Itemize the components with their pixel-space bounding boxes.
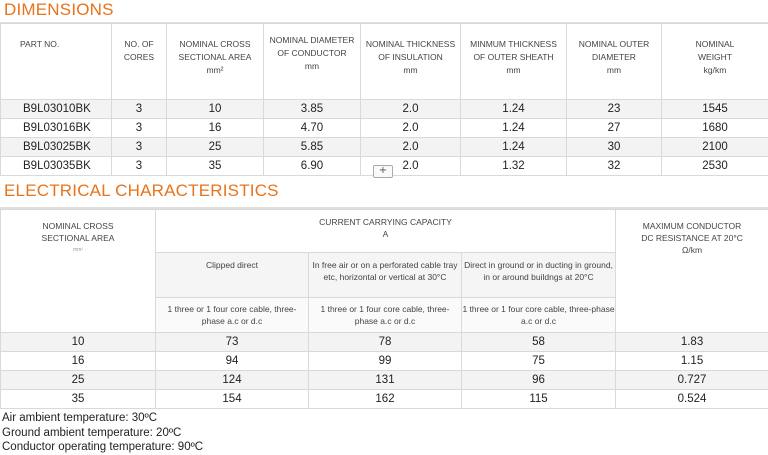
- cell: 4.70: [264, 119, 361, 138]
- cell: 3: [112, 100, 167, 119]
- header-text: NOMINAL OUTER: [579, 39, 650, 49]
- cell: 25: [167, 138, 264, 157]
- note-ground-temp: Ground ambient temperature: 20ºC: [2, 426, 203, 441]
- cell: 0.524: [616, 390, 768, 409]
- cell: 94: [156, 352, 309, 371]
- config: 1 three or 1 four core cable, three-phase a.c or d.c: [156, 298, 309, 333]
- cell: 1.24: [461, 119, 567, 138]
- header-unit: Ω/km: [682, 245, 702, 255]
- cell: 2.0: [361, 138, 461, 157]
- header-text: NOMINAL THICKNESS: [366, 39, 455, 49]
- cell: 2100: [662, 138, 768, 157]
- notes: [2, 411, 203, 455]
- cell: 1545: [662, 100, 768, 119]
- header-unit: mm: [403, 65, 417, 75]
- cell: 6.90: [264, 157, 361, 176]
- table-row: [1, 333, 768, 352]
- header-text: CURRENT CARRYING CAPACITY: [319, 217, 452, 227]
- header-text: OF INSULATION: [378, 52, 443, 62]
- cell: 99: [309, 352, 462, 371]
- config: 1 three or 1 four core cable, three-phase a.c or d.c: [309, 298, 462, 333]
- part-number: B9L03035BK: [1, 157, 112, 176]
- header-unit: mm²: [207, 65, 224, 75]
- table-row: [1, 119, 768, 138]
- cell: 30: [567, 138, 662, 157]
- cell: 3: [112, 157, 167, 176]
- cell: 16: [167, 119, 264, 138]
- dimensions-table: [0, 23, 768, 176]
- cell: 2.0: [361, 100, 461, 119]
- header-text: NOMINAL: [696, 39, 735, 49]
- header-unit: mm²: [1, 244, 155, 256]
- header-text: MAXIMUM CONDUCTOR: [643, 221, 742, 231]
- method-free-air: In free air or on a perforated cable tray etc, horizontal or vertical at 30°C: [309, 253, 462, 298]
- cell: 3: [112, 138, 167, 157]
- cell: 25: [1, 371, 156, 390]
- header-outer-diameter: [567, 24, 662, 100]
- expand-button[interactable]: +: [373, 165, 393, 178]
- table-row: [1, 138, 768, 157]
- dimensions-title: DIMENSIONS: [4, 0, 114, 20]
- cell: 3: [112, 119, 167, 138]
- config: 1 three or 1 four core cable, three-phase a.c or d.c: [462, 298, 616, 333]
- header-text: CORES: [124, 52, 154, 62]
- cell: 0.727: [616, 371, 768, 390]
- header-unit: mm: [607, 65, 621, 75]
- header-insulation: [361, 24, 461, 100]
- cell: 58: [462, 333, 616, 352]
- cell: 1.24: [461, 100, 567, 119]
- cell: 2530: [662, 157, 768, 176]
- cell: 23: [567, 100, 662, 119]
- header-weight: [662, 24, 768, 100]
- header-text: NOMINAL CROSS: [179, 39, 250, 49]
- part-number: B9L03010BK: [1, 100, 112, 119]
- cell: 10: [167, 100, 264, 119]
- header-cross-section: [167, 24, 264, 100]
- cell: 124: [156, 371, 309, 390]
- header-text: PART NO.: [20, 39, 59, 49]
- cell: 1.24: [461, 138, 567, 157]
- header-text: NOMINAL DIAMETER: [270, 35, 355, 45]
- cell: 5.85: [264, 138, 361, 157]
- header-current-capacity: [156, 210, 616, 253]
- header-text: MINMUM THICKNESS: [470, 39, 557, 49]
- cell: 73: [156, 333, 309, 352]
- header-unit: mm: [305, 61, 319, 71]
- header-text: OF OUTER SHEATH: [473, 52, 553, 62]
- note-conductor-temp: Conductor operating temperature: 90ºC: [2, 440, 203, 455]
- cell: 131: [309, 371, 462, 390]
- header-resistance: [616, 210, 768, 333]
- part-number: B9L03025BK: [1, 138, 112, 157]
- table-header-row: [1, 24, 768, 100]
- header-text: SECTIONAL AREA: [179, 52, 252, 62]
- cell: 3.85: [264, 100, 361, 119]
- note-air-temp: Air ambient temperature: 30ºC: [2, 411, 203, 426]
- method-ground: Direct in ground or in ducting in ground, in or around buildngs at 20°C: [462, 253, 616, 298]
- header-unit: A: [383, 229, 389, 239]
- cell: 32: [567, 157, 662, 176]
- electrical-table: [0, 209, 768, 409]
- header-unit: mm: [506, 65, 520, 75]
- cell: 2.0: [361, 119, 461, 138]
- header-text: OF CONDUCTOR: [277, 48, 346, 58]
- header-text: NO. OF: [124, 39, 153, 49]
- header-text: SECTIONAL AREA: [42, 233, 115, 243]
- cell: 35: [167, 157, 264, 176]
- part-number: B9L03016BK: [1, 119, 112, 138]
- cell: 1.83: [616, 333, 768, 352]
- header-text: DIAMETER: [592, 52, 636, 62]
- cell: 96: [462, 371, 616, 390]
- table-row: [1, 371, 768, 390]
- header-part-no: [1, 24, 112, 100]
- table-header-row: [1, 210, 768, 253]
- cell: 154: [156, 390, 309, 409]
- cell: 35: [1, 390, 156, 409]
- electrical-title: ELECTRICAL CHARACTERISTICS: [4, 181, 279, 201]
- header-cores: [112, 24, 167, 100]
- cell: 1.32: [461, 157, 567, 176]
- cell: 115: [462, 390, 616, 409]
- header-text: NOMINAL CROSS: [42, 221, 113, 231]
- header-sheath: [461, 24, 567, 100]
- header-text: DC RESISTANCE AT 20°C: [641, 233, 743, 243]
- cell: 2.0: [361, 157, 461, 176]
- cell: 78: [309, 333, 462, 352]
- table-row: [1, 100, 768, 119]
- cell: 16: [1, 352, 156, 371]
- table-row: [1, 352, 768, 371]
- table-row: [1, 390, 768, 409]
- header-conductor-diameter: [264, 24, 361, 100]
- header-text: WEIGHT: [698, 52, 732, 62]
- header-cross-section: [1, 210, 156, 333]
- cell: 27: [567, 119, 662, 138]
- cell: 162: [309, 390, 462, 409]
- cell: 75: [462, 352, 616, 371]
- cell: 10: [1, 333, 156, 352]
- cell: 1680: [662, 119, 768, 138]
- cell: 1.15: [616, 352, 768, 371]
- header-unit: kg/km: [704, 65, 727, 75]
- method-clipped: Clipped direct: [156, 253, 309, 298]
